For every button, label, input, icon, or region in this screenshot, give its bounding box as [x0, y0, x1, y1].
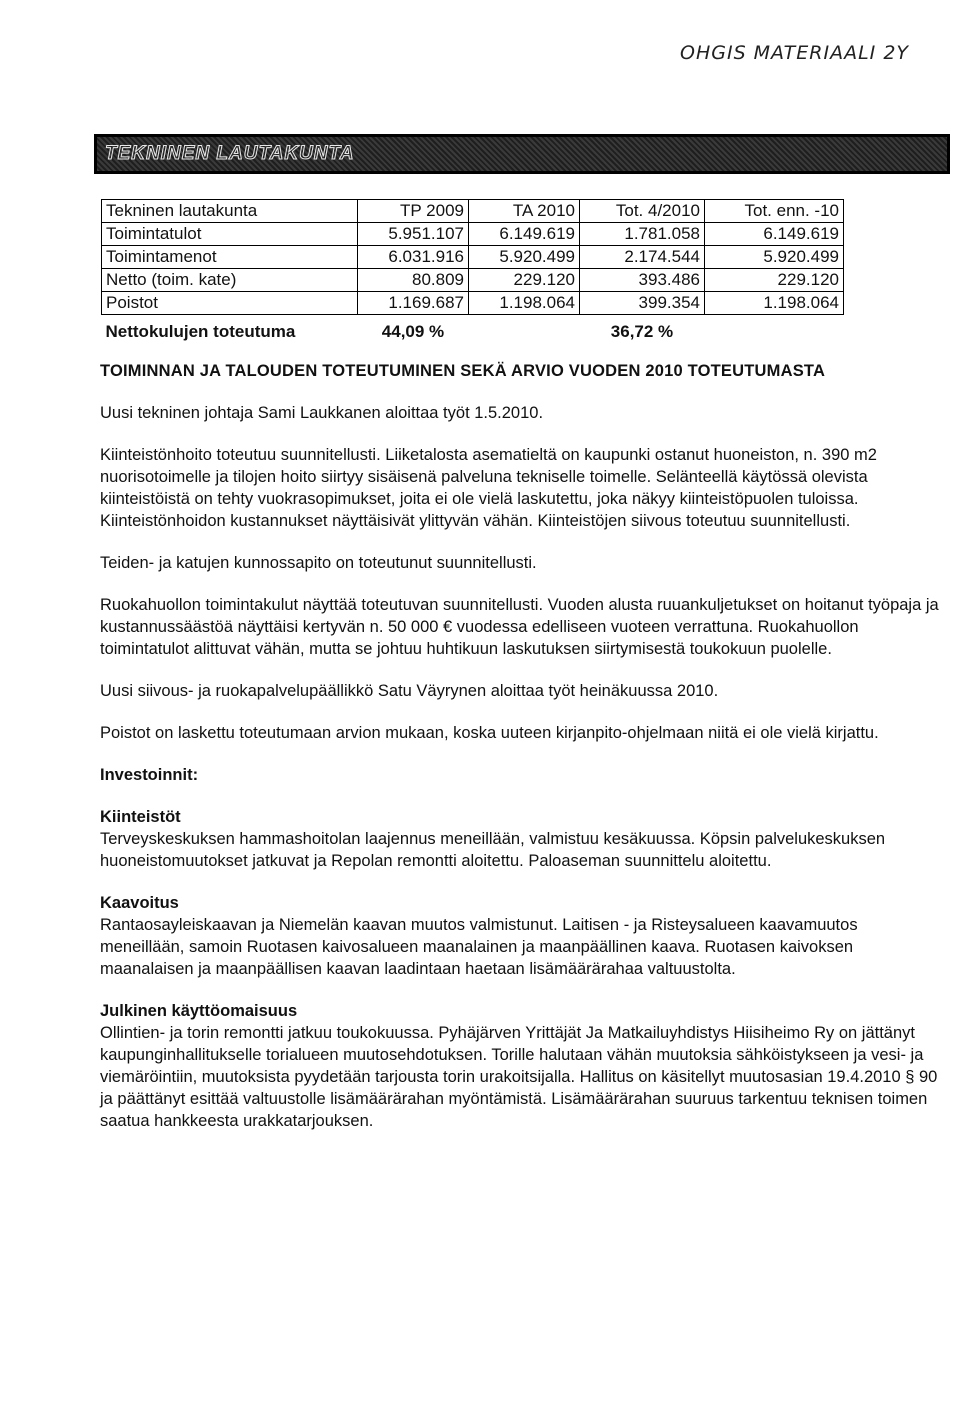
table-header-row — [102, 200, 844, 223]
paragraph: Teiden- ja katujen kunnossapito on toteutunut suunnitellusti. — [100, 554, 537, 572]
table-cell: 1.198.064 — [705, 292, 844, 315]
section-text-julkinen: Ollintien- ja torin remontti jatkuu toukokuussa. Pyhäjärven Yrittäjät Ja Matkailuyhdistys Hiisiheimo Ry on jättänyt kaupunginhallitukselle torialueen muutosehdotuksen. Torille halutaan vähän muutoksia sähköistykseen ja vesi- ja viemäröintiin, muutoksista pyydetään tarjousta torin urakoitsijalla. Hallitus on käsitellyt muutosasian 19.4.2010 § 90 ja päättänyt esittää valtuustolle lisämäärärahan myöntämistä. Lisämäärärahan suuruus tarkentuu teknisen toimen saatua hankkeesta urakkatarjouksen. — [100, 1024, 938, 1130]
table-cell: 399.354 — [580, 292, 705, 315]
table-cell: 5.920.499 — [705, 246, 844, 269]
document-body — [100, 360, 940, 1152]
table-cell: Toimintatulot — [102, 223, 358, 246]
table-header-cell: Tot. 4/2010 — [580, 200, 705, 223]
section-heading-kiinteistot: Kiinteistöt — [100, 808, 181, 826]
summary-label: Nettokulujen toteutuma — [105, 322, 296, 341]
paragraph: Poistot on laskettu toteutumaan arvion mukaan, koska uuteen kirjanpito-ohjelmaan niitä ei ole vielä kirjattu. — [100, 724, 879, 742]
section-text-kiinteistot: Terveyskeskuksen hammashoitolan laajennus meneillään, valmistuu kesäkuussa. Köpsin palvelukeskuksen huoneistomuutokset jatkuvat ja Repolan remontti aloitettu. Paloaseman suunnittelu aloitettu. — [100, 830, 886, 870]
section-banner — [94, 134, 950, 174]
paragraph: Uusi tekninen johtaja Sami Laukkanen aloittaa työt 1.5.2010. — [100, 404, 544, 422]
table-cell: 1.169.687 — [358, 292, 469, 315]
table-row — [102, 246, 844, 269]
table-row — [102, 223, 844, 246]
paragraph: Kiinteistönhoito toteutuu suunnitellusti. Liiketalosta asematieltä on kaupunki ostanut huoneiston, n. 390 m2 nuorisotoimelle ja tilojen hoito siirtyy sisäisenä palveluna tekniselle toimelle. Selänteellä käytössä olevista kiinteistöistä on tehty vuokrasopimukset, joita ei ole vielä laskutettu, joka näkyy kiinteistöpuolen tuloissa. Kiinteistönhoidon kustannukset näyttäisivät ylittyvän vähän. Kiinteistöjen siivous toteutuu suunnitellusti. — [100, 446, 877, 530]
table-header-cell: TP 2009 — [358, 200, 469, 223]
table-cell: 6.031.916 — [358, 246, 469, 269]
banner-title: TEKNINEN LAUTAKUNTA — [105, 143, 355, 164]
paragraph: Uusi siivous- ja ruokapalvelupäällikkö Satu Väyrynen aloittaa työt heinäkuussa 2010. — [100, 682, 719, 700]
table-cell: 5.951.107 — [358, 223, 469, 246]
table-cell: 229.120 — [705, 269, 844, 292]
table-summary-row — [102, 315, 844, 344]
section-heading-julkinen: Julkinen käyttöomaisuus — [100, 1002, 298, 1020]
summary-tot-value: 36,72 % — [610, 322, 674, 341]
table-cell: 6.149.619 — [469, 223, 580, 246]
table-cell: Poistot — [102, 292, 358, 315]
investments-heading: Investoinnit: — [100, 766, 199, 784]
table-cell: Toimintamenot — [102, 246, 358, 269]
table-row — [102, 292, 844, 315]
handwritten-note: OHGIS MATERIAALI 2Y — [680, 42, 910, 64]
table-cell: 229.120 — [469, 269, 580, 292]
summary-empty — [469, 315, 580, 344]
table-cell: 6.149.619 — [705, 223, 844, 246]
summary-tp-value: 44,09 % — [381, 322, 445, 341]
table-header-cell: Tot. enn. -10 — [705, 200, 844, 223]
financial-table — [101, 199, 844, 343]
paragraph: Ruokahuollon toimintakulut näyttää toteutuvan suunnitellusti. Vuoden alusta ruuankuljetukset on hoitanut työpaja ja kustannussäästöä näyttäisi kertyvän n. 50 000 € vuodessa edelliseen vuoteen verrattuna. Ruokahuollon toimintatulot alittuvat vähän, mutta se johtuu huhtikuun laskutuksen siirtymisestä toukokuun puolelle. — [100, 596, 939, 658]
table-cell: 393.486 — [580, 269, 705, 292]
summary-empty — [705, 315, 844, 344]
table-cell: 1.781.058 — [580, 223, 705, 246]
main-heading: TOIMINNAN JA TALOUDEN TOTEUTUMINEN SEKÄ ARVIO VUODEN 2010 TOTEUTUMASTA — [100, 362, 826, 380]
table-cell: Netto (toim. kate) — [102, 269, 358, 292]
table-header-cell: Tekninen lautakunta — [102, 200, 358, 223]
section-text-kaavoitus: Rantaosayleiskaavan ja Niemelän kaavan muutos valmistunut. Laitisen - ja Risteysalueen kaavamuutos meneillään, samoin Ruotasen kaivosalueen maanalainen ja maanpäällinen kaava. Ruotasen kaivoksen maanalaisen ja maanpäällisen kaavan laadintaan haetaan lisämäärärahaa valtuustolta. — [100, 916, 858, 978]
table-cell: 1.198.064 — [469, 292, 580, 315]
table-cell: 5.920.499 — [469, 246, 580, 269]
table-cell: 80.809 — [358, 269, 469, 292]
table-row — [102, 269, 844, 292]
table-header-cell: TA 2010 — [469, 200, 580, 223]
section-heading-kaavoitus: Kaavoitus — [100, 894, 179, 912]
table-cell: 2.174.544 — [580, 246, 705, 269]
